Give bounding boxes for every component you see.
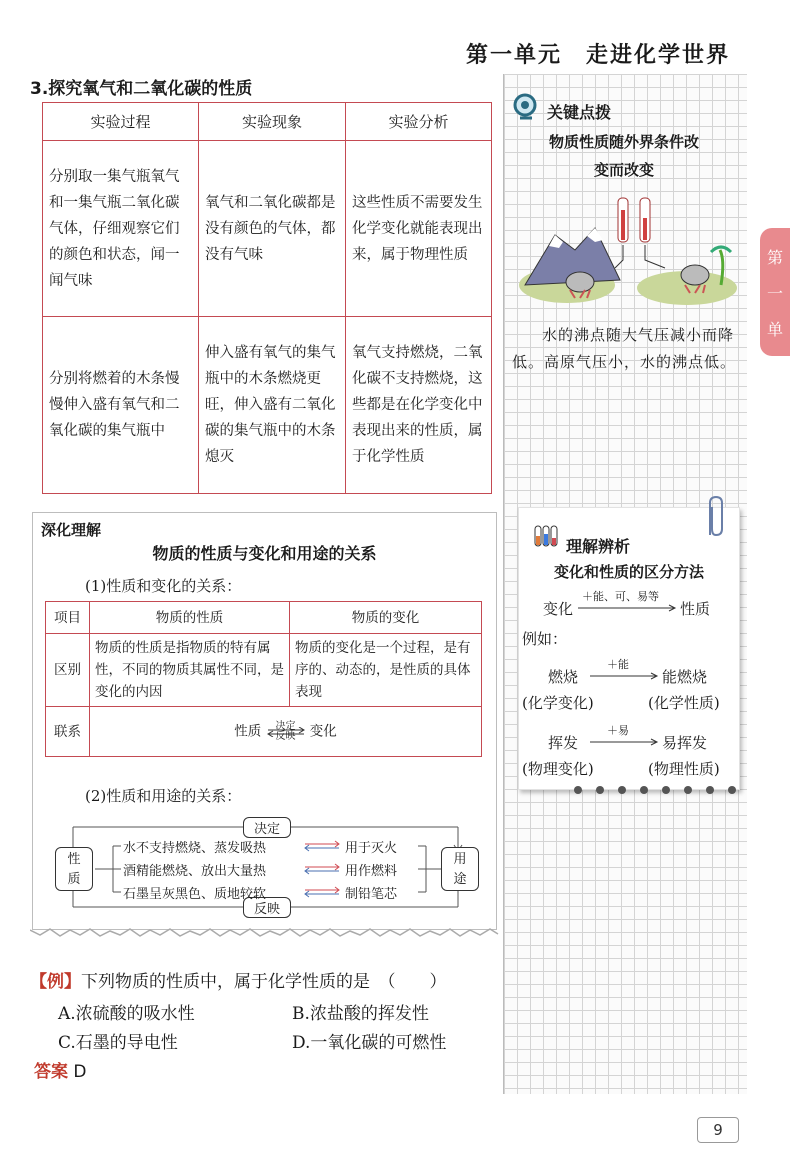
property-box: 性质 xyxy=(55,847,93,891)
diagram-property-3: 石墨呈灰黑色、质地较软 xyxy=(123,887,267,902)
ex1-left: 燃烧 xyxy=(548,668,579,686)
diagram-use-3: 制铅笔芯 xyxy=(345,887,398,902)
relation-right: 变化 xyxy=(309,723,337,739)
table-header-cell: 实验过程 xyxy=(43,103,199,141)
example-question xyxy=(30,967,447,992)
right-arrow-icon xyxy=(590,672,660,680)
example-tag: 【例】 xyxy=(30,972,81,992)
table-header-cell: 实验分析 xyxy=(346,103,492,141)
table-header-cell: 实验现象 xyxy=(199,103,346,141)
section-title: 3.探究氧气和二氧化碳的性质 xyxy=(30,79,253,99)
answer-tag: 答案 xyxy=(34,1062,68,1082)
decide-box: 决定 xyxy=(243,817,291,838)
spiral-holes xyxy=(518,782,740,802)
key-point-text: 水的沸点随大气压减小而降低。高原气压小，水的沸点低。 xyxy=(512,326,737,371)
ex2-right-note: (物理性质) xyxy=(648,760,720,778)
table-header-cell: 物质的性质 xyxy=(90,602,290,634)
relation-left: 性质 xyxy=(234,723,262,739)
ex1-left-note: (化学变化) xyxy=(522,694,594,712)
side-tab-char: 一 xyxy=(766,284,783,303)
relation-bottom: 反映 xyxy=(275,730,296,742)
answer-value: D xyxy=(73,1062,87,1082)
key-point-subtitle-line1: 物质性质随外界条件改 xyxy=(548,133,699,151)
table-cell: 伸入盛有氧气的集气瓶中的木条燃烧更旺，伸入盛有二氧化碳的集气瓶中的木条熄灭 xyxy=(199,317,346,494)
option-b: B.浓盐酸的挥发性 xyxy=(292,1004,429,1024)
table-cell: 分别取一集气瓶氧气和一集气瓶二氧化碳气体，仔细观察它们的颜色和状态，闻一闻气味 xyxy=(43,141,199,317)
diagram-property-2: 酒精能燃烧、放出大量热 xyxy=(123,864,267,879)
table-row xyxy=(46,707,482,757)
ex1-top: ＋能 xyxy=(607,658,629,671)
ex2-left-note: (物理变化) xyxy=(522,760,594,778)
double-arrow xyxy=(266,718,306,746)
page-number: 9 xyxy=(697,1117,739,1143)
option-d: D.一氧化碳的可燃性 xyxy=(292,1033,447,1053)
table-cell: 物质的性质是指物质的特有属性，不同的物质其属性不同，是变化的内因 xyxy=(90,634,290,707)
property-use-diagram xyxy=(33,809,498,925)
answer-line xyxy=(34,1057,87,1082)
magnifier-icon xyxy=(512,92,542,122)
side-tab-char: 第 xyxy=(766,248,783,267)
option-c: C.石墨的导电性 xyxy=(58,1033,178,1053)
reflect-box: 反映 xyxy=(243,897,291,918)
ex1-right: 能燃烧 xyxy=(662,668,708,686)
formula-top: ＋能、可、易等 xyxy=(582,590,659,603)
formula-right: 性质 xyxy=(680,600,711,618)
ex2-left: 挥发 xyxy=(548,734,579,752)
table-cell: 氧气和二氧化碳都是没有颜色的气体，都没有气味 xyxy=(199,141,346,317)
key-point-subtitle-line2: 变而改变 xyxy=(593,161,654,179)
property-change-table xyxy=(45,601,482,757)
example-intro: 例如： xyxy=(522,630,568,648)
deep-understanding-box xyxy=(32,512,497,930)
ex2-top: ＋易 xyxy=(607,724,629,737)
table-cell: 物质的变化是一个过程，是有序的、动态的，是性质的具体表现 xyxy=(290,634,482,707)
diagram-property-1: 水不支持燃烧、蒸发吸热 xyxy=(123,841,267,856)
table-header-row xyxy=(46,602,482,634)
paperclip-icon xyxy=(702,495,728,541)
right-arrow-icon xyxy=(590,738,660,746)
example-question-text: 下列物质的性质中，属于化学性质的是 （ ） xyxy=(81,972,447,992)
relation-cell xyxy=(90,707,482,757)
test-tube-icon xyxy=(532,522,560,550)
use-box: 用途 xyxy=(441,847,479,891)
table-row xyxy=(43,317,492,494)
boiling-point-illustration xyxy=(515,190,741,310)
right-arrow-icon xyxy=(578,604,678,612)
torn-edge xyxy=(30,926,500,940)
diagram-use-2: 用作燃料 xyxy=(345,864,398,879)
table-header-cell: 物质的变化 xyxy=(290,602,482,634)
experiment-table xyxy=(42,102,492,494)
unit-side-tab xyxy=(760,228,790,375)
relation-top: 决定 xyxy=(275,720,296,732)
table-cell: 这些性质不需要发生化学变化就能表现出来，属于物理性质 xyxy=(346,141,492,317)
deep-title: 物质的性质与变化和用途的关系 xyxy=(152,544,377,563)
analysis-title: 理解辨析 xyxy=(566,537,631,556)
table-header-row xyxy=(43,103,492,141)
table-row xyxy=(46,634,482,707)
table-header-cell: 项目 xyxy=(46,602,90,634)
side-tab-char: 单 xyxy=(766,320,783,339)
subheading-1: (1)性质和变化的关系： xyxy=(85,577,242,595)
subheading-2: (2)性质和用途的关系： xyxy=(85,787,242,805)
unit-title: 第一单元 走进化学世界 xyxy=(465,43,730,68)
table-cell: 氧气支持燃烧，二氧化碳不支持燃烧，这些都是在化学变化中表现出来的性质，属于化学性质 xyxy=(346,317,492,494)
table-cell: 分别将燃着的木条慢慢伸入盛有氧气和二氧化碳的集气瓶中 xyxy=(43,317,199,494)
side-tab-char: 元 xyxy=(766,356,783,375)
option-a: A.浓硫酸的吸水性 xyxy=(58,1004,195,1024)
table-row xyxy=(43,141,492,317)
deep-label: 深化理解 xyxy=(41,521,102,539)
key-point-title: 关键点拨 xyxy=(547,103,612,122)
ex2-right: 易挥发 xyxy=(662,734,708,752)
analysis-subtitle: 变化和性质的区分方法 xyxy=(553,563,704,581)
formula-left: 变化 xyxy=(543,600,574,618)
table-cell: 区别 xyxy=(46,634,90,707)
ex1-right-note: (化学性质) xyxy=(648,694,720,712)
table-cell: 联系 xyxy=(46,707,90,757)
diagram-use-1: 用于灭火 xyxy=(345,841,398,856)
